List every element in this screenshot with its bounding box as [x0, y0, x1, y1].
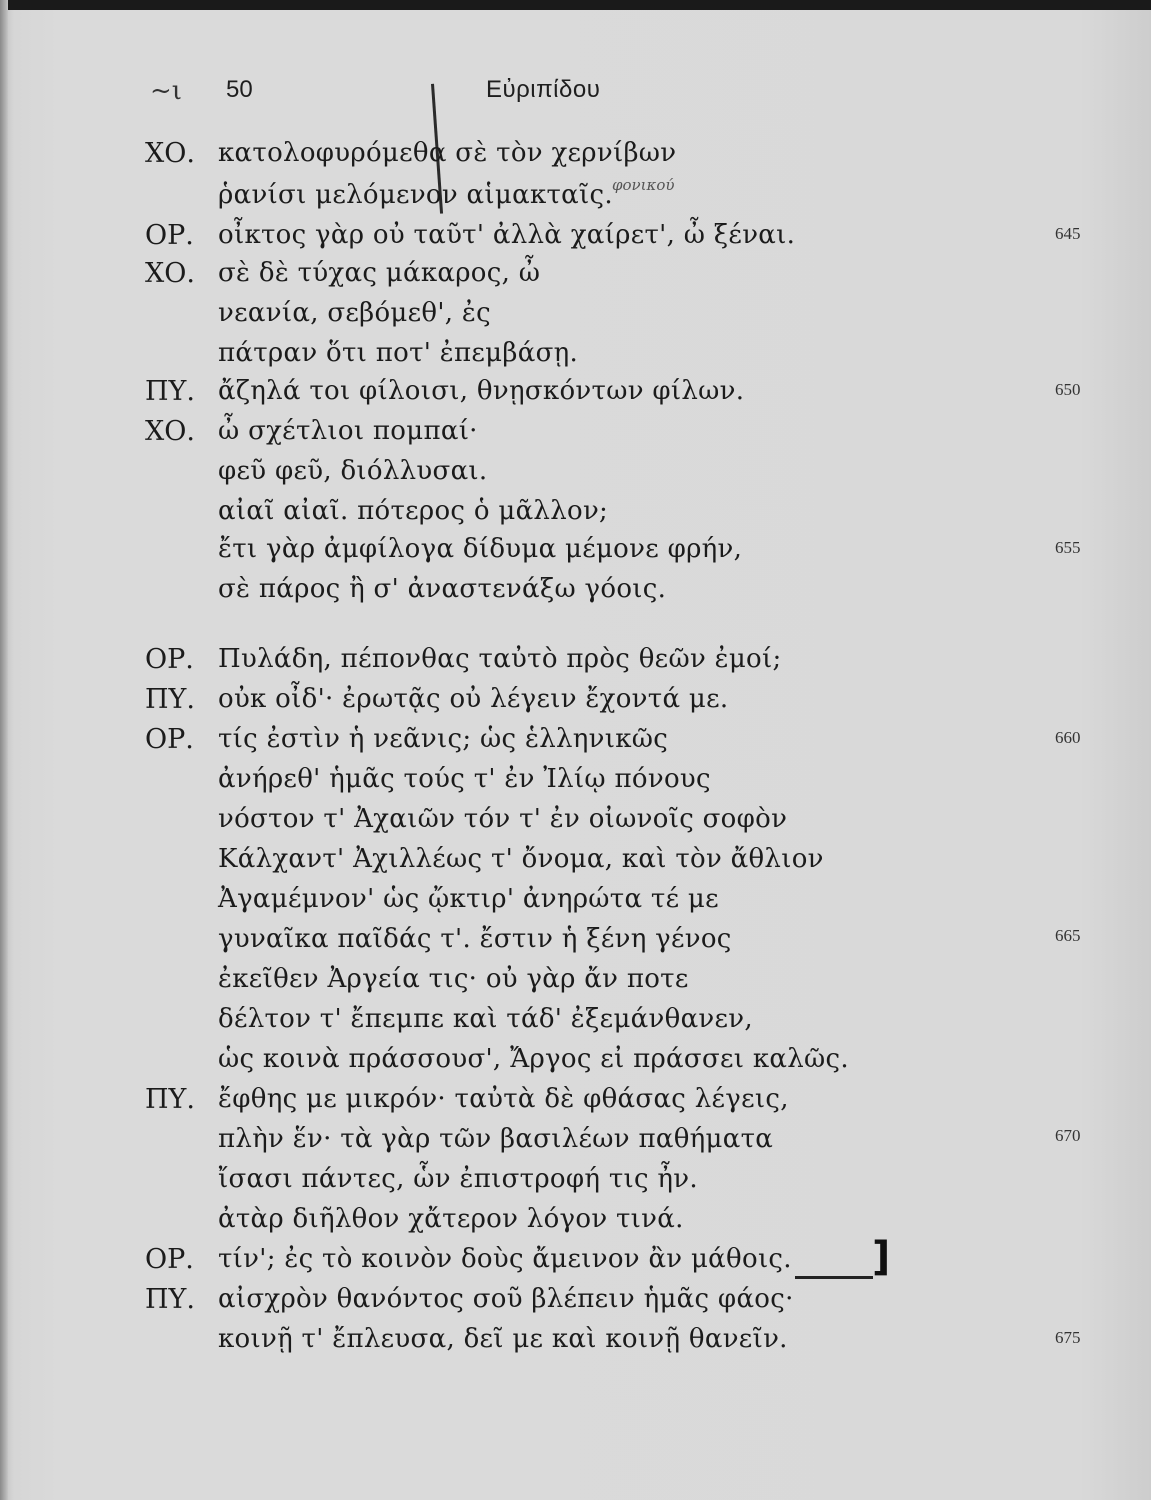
- verse-text-line: ῥανίσι μελόμενον αἱμακταῖς.: [218, 180, 613, 210]
- verse-text-line: κοινῇ τ' ἔπλευσα, δεῖ με καὶ κοινῇ θανεῖν.: [218, 1324, 788, 1354]
- verse-text-line: σὲ πάρος ἢ σ' ἀναστενάξω γόοις.: [218, 574, 667, 604]
- verse-text-line: ἔφθης με μικρόν· ταὐτὰ δὲ φθάσας λέγεις,: [218, 1084, 789, 1114]
- pencil-underline: [795, 1276, 873, 1279]
- verse-line: [0, 338, 1151, 378]
- verse-text-line: ὡς κοινὰ πράσσουσ', Ἄργος εἰ πράσσει καλῶς.: [218, 1044, 849, 1074]
- verse-text-line: ὦ σχέτλιοι πομπαί·: [218, 416, 478, 446]
- verse-text-line: αἰσχρὸν θανόντος σοῦ βλέπειν ἡμᾶς φάος·: [218, 1284, 794, 1314]
- speaker-label: ΧΟ.: [145, 138, 195, 169]
- verse-line: [0, 764, 1151, 804]
- verse-text-line: νόστον τ' Ἀχαιῶν τόν τ' ἐν οἰωνοῖς σοφὸν: [218, 804, 788, 834]
- verse-line: [0, 258, 1151, 298]
- line-number: 675: [1055, 1328, 1081, 1347]
- verse-line: [0, 496, 1151, 536]
- page-header: [0, 72, 1151, 112]
- verse-line: [0, 1164, 1151, 1204]
- speaker-label: ΟΡ.: [145, 644, 194, 675]
- page-number: 50: [226, 76, 253, 103]
- line-number: 645: [1055, 224, 1081, 243]
- verse-text-line: ἔτι γὰρ ἀμφίλογα δίδυμα μέμονε φρήν,: [218, 534, 743, 564]
- speaker-label: ΠΥ.: [145, 1084, 195, 1115]
- verse-line: [0, 844, 1151, 884]
- verse-line: [0, 298, 1151, 338]
- verse-text-line: Πυλάδη, πέπονθας ταὐτὸ πρὸς θεῶν ἐμοί;: [218, 644, 782, 674]
- speaker-label: ΟΡ.: [145, 1244, 194, 1275]
- verse-text-line: ἀτὰρ διῆλθον χἄτερον λόγον τινά.: [218, 1204, 684, 1234]
- verse-line: [0, 180, 1151, 220]
- margin-annotation: φονικού: [612, 176, 675, 194]
- speaker-label: ΧΟ.: [145, 416, 195, 447]
- line-number: 660: [1055, 728, 1081, 747]
- verse-line: [0, 924, 1151, 964]
- verse-text-line: ἀνήρεθ' ἡμᾶς τούς τ' ἐν Ἰλίῳ πόνους: [218, 764, 711, 794]
- speaker-label: ΟΡ.: [145, 220, 194, 251]
- verse-text-line: φεῦ φεῦ, διόλλυσαι.: [218, 456, 488, 486]
- verse-line: [0, 964, 1151, 1004]
- verse-text-line: τίς ἐστὶν ἡ νεᾶνις; ὡς ἑλληνικῶς: [218, 724, 669, 754]
- verse-text-line: κατολοφυρόμεθα σὲ τὸν χερνίβων: [218, 138, 677, 168]
- verse-text-line: οὐκ οἶδ'· ἐρωτᾷς οὐ λέγειν ἔχοντά με.: [218, 684, 729, 714]
- verse-line: [0, 1044, 1151, 1084]
- verse-text-line: νεανία, σεβόμεθ', ἐς: [218, 298, 492, 328]
- verse-line: [0, 884, 1151, 924]
- verse-line: [0, 376, 1151, 416]
- verse-text-line: τίν'; ἐς τὸ κοινὸν δοὺς ἄμεινον ἂν μάθοις.: [218, 1244, 792, 1274]
- line-number: 655: [1055, 538, 1081, 557]
- verse-text-line: αἰαῖ αἰαῖ. πότερος ὁ μᾶλλον;: [218, 496, 609, 526]
- speaker-label: ΠΥ.: [145, 376, 195, 407]
- verse-text-line: ἐκεῖθεν Ἀργεία τις· οὐ γὰρ ἄν ποτε: [218, 964, 689, 994]
- verse-line: [0, 804, 1151, 844]
- line-number: 650: [1055, 380, 1081, 399]
- verse-text-line: γυναῖκα παῖδάς τ'. ἔστιν ἡ ξένη γένος: [218, 924, 732, 954]
- line-number: 670: [1055, 1126, 1081, 1145]
- speaker-label: ΠΥ.: [145, 1284, 195, 1315]
- verse-line: [0, 1084, 1151, 1124]
- verse-line: [0, 534, 1151, 574]
- speaker-label: ΟΡ.: [145, 724, 194, 755]
- verse-text-line: ἄζηλά τοι φίλοισι, θνῃσκόντων φίλων.: [218, 376, 745, 406]
- verse-text-line: οἶκτος γὰρ οὐ ταῦτ' ἀλλὰ χαίρετ', ὦ ξέναι.: [218, 220, 796, 250]
- running-title: Εὐριπίδου: [486, 76, 601, 103]
- verse-line: [0, 1204, 1151, 1244]
- speaker-label: ΠΥ.: [145, 684, 195, 715]
- verse-line: [0, 1004, 1151, 1044]
- line-number: 665: [1055, 926, 1081, 945]
- pencil-mark: ~ι: [150, 76, 182, 106]
- verse-line: [0, 138, 1151, 178]
- verse-text-line: ἴσασι πάντες, ὧν ἐπιστροφή τις ἦν.: [218, 1164, 698, 1194]
- verse-text-line: δέλτον τ' ἔπεμπε καὶ τάδ' ἐξεμάνθανεν,: [218, 1004, 753, 1034]
- verse-line: [0, 644, 1151, 684]
- verse-text-line: πλὴν ἕν· τὰ γὰρ τῶν βασιλέων παθήματα: [218, 1124, 774, 1154]
- verse-line: [0, 1124, 1151, 1164]
- verse-line: [0, 574, 1151, 614]
- verse-line: [0, 1244, 1151, 1284]
- scan-top-edge: [0, 0, 1151, 10]
- speaker-label: ΧΟ.: [145, 258, 195, 289]
- pencil-bracket-icon: ]: [872, 1234, 891, 1280]
- verse-line: [0, 724, 1151, 764]
- verse-text-line: Ἀγαμέμνον' ὡς ᾤκτιρ' ἀνηρώτα τέ με: [218, 884, 719, 914]
- verse-line: [0, 1284, 1151, 1324]
- verse-text-line: πάτραν ὅτι ποτ' ἐπεμβάσῃ.: [218, 338, 579, 368]
- verse-line: [0, 220, 1151, 260]
- verse-line: [0, 456, 1151, 496]
- verse-line: [0, 1324, 1151, 1364]
- verse-text-line: Κάλχαντ' Ἀχιλλέως τ' ὄνομα, καὶ τὸν ἄθλιον: [218, 844, 824, 874]
- verse-line: [0, 416, 1151, 456]
- verse-text-line: σὲ δὲ τύχας μάκαρος, ὦ: [218, 258, 541, 288]
- verse-line: [0, 684, 1151, 724]
